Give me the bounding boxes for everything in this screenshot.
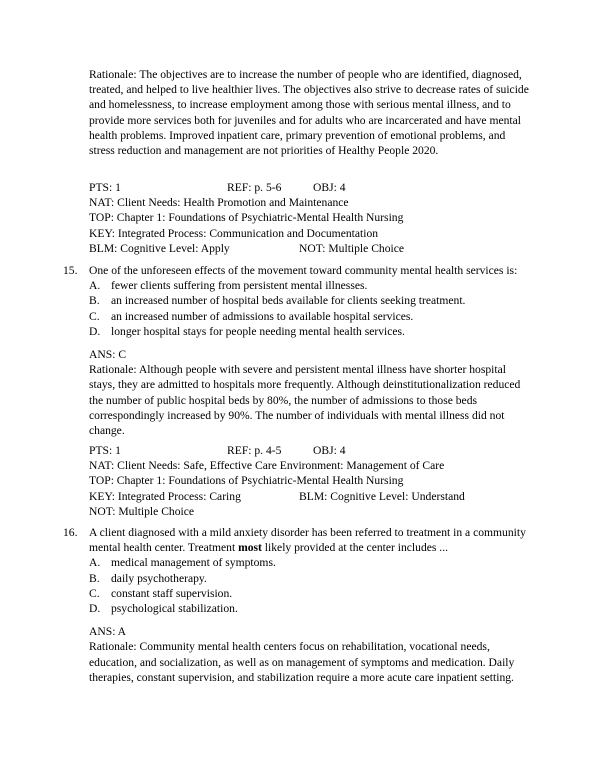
stem-text: likely provided at the center includes ... bbox=[261, 541, 448, 555]
meta-row bbox=[89, 241, 529, 256]
choice-text: daily psychotherapy. bbox=[111, 571, 207, 585]
meta-row bbox=[89, 489, 529, 504]
rationale: Rationale: Although people with severe and persistent mental illness have shorter hospital stays, they are admitted to hospitals more frequently. Although deinstitutionalization reduced the number of public hospital beds by 80%, the number of admissions to those beds correspondingly increased by 90%. The number of individuals with mental illness did not change. bbox=[89, 363, 521, 438]
meta-ref: REF: p. 4-5 bbox=[227, 444, 282, 457]
meta-ref: REF: p. 5-6 bbox=[227, 181, 282, 194]
choice-d bbox=[89, 324, 533, 339]
choice-text: an increased number of hospital beds available for clients seeking treatment. bbox=[111, 294, 466, 308]
question-15 bbox=[63, 263, 533, 438]
meta-not: NOT: Multiple Choice bbox=[299, 241, 405, 255]
choice-c bbox=[89, 586, 533, 601]
meta-pts: PTS: 1 bbox=[89, 181, 121, 194]
choice-d bbox=[89, 601, 533, 616]
choice-text: fewer clients suffering from persistent mental illnesses. bbox=[111, 279, 368, 293]
question-16 bbox=[63, 525, 533, 685]
choice-text: medical management of symptoms. bbox=[111, 556, 276, 570]
question-number: 15. bbox=[63, 264, 78, 277]
answer: ANS: A bbox=[89, 625, 127, 639]
choice-letter: D. bbox=[89, 324, 101, 338]
meta-top: TOP: Chapter 1: Foundations of Psychiatric-Mental Health Nursing bbox=[89, 474, 404, 488]
meta-row bbox=[89, 180, 529, 195]
question-stem: One of the unforeseen effects of the movement toward community mental health services is: bbox=[89, 264, 518, 277]
prev-meta bbox=[89, 180, 529, 256]
meta-key: KEY: Integrated Process: Communication and Documentation bbox=[89, 226, 379, 240]
choice-letter: C. bbox=[89, 309, 100, 323]
choice-letter: D. bbox=[89, 602, 101, 616]
choice-text: an increased number of admissions to available hospital services. bbox=[111, 309, 414, 323]
stem-text: A client diagnosed with a mild anxiety disorder has been referred to treatment in a community mental health center. Treatment bbox=[89, 526, 526, 555]
choice-text: psychological stabilization. bbox=[111, 602, 238, 616]
answer: ANS: C bbox=[89, 348, 127, 362]
choice-c bbox=[89, 309, 533, 324]
meta-obj: OBJ: 4 bbox=[313, 444, 346, 457]
question-stem bbox=[89, 525, 533, 555]
q15-meta bbox=[89, 443, 529, 519]
meta-row bbox=[89, 443, 529, 458]
choice-a bbox=[89, 555, 533, 570]
choice-letter: B. bbox=[89, 294, 100, 308]
meta-top: TOP: Chapter 1: Foundations of Psychiatric-Mental Health Nursing bbox=[89, 211, 404, 225]
choice-a bbox=[89, 278, 533, 293]
choice-text: constant staff supervision. bbox=[111, 586, 233, 600]
choice-b bbox=[89, 293, 533, 308]
meta-pts: PTS: 1 bbox=[89, 444, 121, 457]
meta-blm: BLM: Cognitive Level: Apply bbox=[89, 241, 230, 255]
choice-text: longer hospital stays for people needing mental health services. bbox=[111, 324, 405, 338]
choice-letter: B. bbox=[89, 571, 100, 585]
meta-obj: OBJ: 4 bbox=[313, 181, 346, 194]
choice-letter: C. bbox=[89, 586, 100, 600]
stem-emphasis: most bbox=[238, 541, 262, 555]
choice-letter: A. bbox=[89, 279, 101, 293]
question-number: 16. bbox=[63, 526, 78, 539]
meta-nat: NAT: Client Needs: Health Promotion and Maintenance bbox=[89, 196, 349, 210]
rationale: Rationale: Community mental health centers focus on rehabilitation, vocational needs, education, and socialization, as well as on management of symptoms and medication. Daily therapies, constant supervision, and stabilization require a more acute care inpatient setting. bbox=[89, 640, 515, 684]
prev-rationale: Rationale: The objectives are to increase the number of people who are identified, diagnosed, treated, and helped to live healthier lives. The objectives also strive to decrease rates of suicide and homelessness, to increase employment among those with serious mental illness, and to provide more services both for juveniles and for adults who are incarcerated and have mental health problems. Improved inpatient care, primary prevention of emotional problems, and stress reduction and management are not priorities of Healthy People 2020. bbox=[89, 68, 529, 158]
meta-blm: BLM: Cognitive Level: Understand bbox=[299, 489, 465, 503]
meta-not: NOT: Multiple Choice bbox=[89, 504, 195, 518]
choice-b bbox=[89, 571, 533, 586]
choice-letter: A. bbox=[89, 556, 101, 570]
meta-key: KEY: Integrated Process: Caring bbox=[89, 489, 241, 503]
meta-nat: NAT: Client Needs: Safe, Effective Care Environment: Management of Care bbox=[89, 459, 445, 473]
